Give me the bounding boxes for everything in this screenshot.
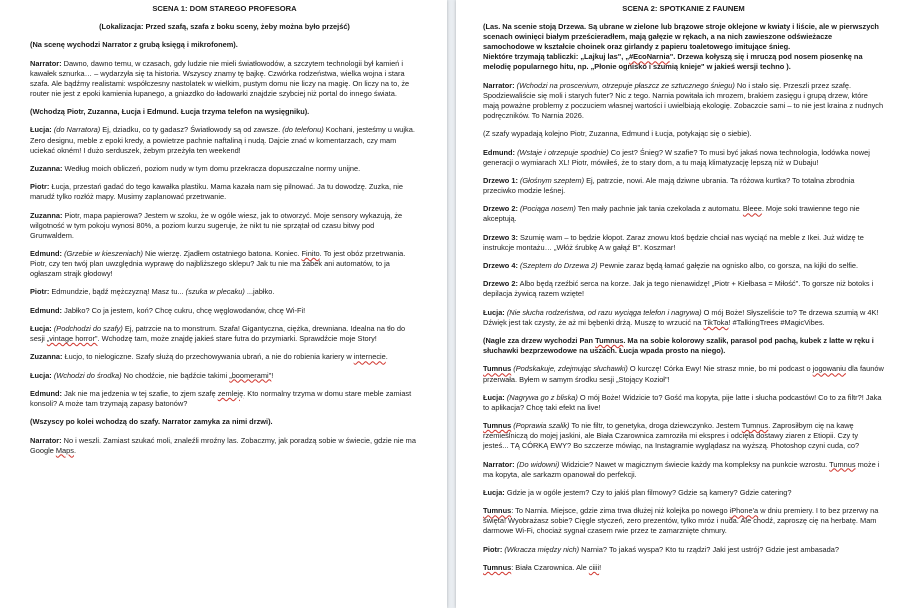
line-text: Narnia? To jakaś wyspa? Kto tu rządzi? Jaki jest ustrój? Gdzie jest ambasada? [579,544,839,554]
dialogue-line [483,233,884,253]
dialogue-line [483,176,884,196]
dialogue-line [483,393,884,413]
stage-direction [483,336,884,356]
speaker-name: Drzewo 4: [483,261,518,270]
spellcheck-word: iPhone'a [729,506,759,516]
line-text: No chodźcie, nie bądźcie takimi [121,370,230,380]
action-note: (Poprawia szalik) [511,421,570,431]
dialogue-line [483,460,884,480]
speaker-name: Zuzanna: [30,163,63,173]
dialogue-line [483,308,884,328]
speaker-name: Edmund: [30,249,63,258]
speaker-name: Zuzanna: [30,352,63,362]
action-note: (Szeptem do Drzewa 2) [517,261,598,270]
line-text: Według moich obliczeń, poziom nudy w tym domu przekracza dopuszczalne normy unijne. [62,163,361,173]
action-note: (Wchodzi do środka) [51,370,122,380]
document-page-1 [0,0,447,608]
line-text: dla faunów przerwała. Byłem w samym środku sesji „Stojący Kozioł"! [483,364,884,384]
speaker-name: Piotr: [30,287,50,297]
spellcheck-word: „boomerami" [229,370,272,380]
line-text: To nie filtr, to genetyka, droga dziewczynko. Jestem [569,421,742,431]
line-text: : To Narnia. Miejsce, gdzie zima trwa dłużej niż kolejka po nowego [511,506,730,516]
line-text: . Kto normalny trzyma w domu stare meble zamiast konsoli? A może tam trzymają zapasy batonów? [30,388,412,409]
location-note: (Lokalizacja: Przed szafą, szafa z boku sceny, żeby można było przejść) [99,22,350,31]
dialogue-line [30,182,419,202]
line-text: Widzicie? Nawet w magicznym świecie każdy ma kompleksy na punkcie wzrostu. [559,459,830,469]
spellcheck-word: Tumnus [741,421,769,431]
line-text: Łucja, przestań gadać do tego kawałka plastiku. Mama kazała nam się pilnować. Ja tu dowodzę. Zuzka, nie marudź tylko rozłóż mapy. Musimy zaplanować przetrwanie. [30,182,404,202]
stage-direction: (Wszyscy po kolei wchodzą do szafy. Narrator zamyka za nimi drzwi). [30,417,273,427]
speaker-name: Edmund: [483,147,516,157]
spellcheck-word: jogowaniu [812,364,846,374]
line-text: może i ma kopyta, ale sarkazm opanował do perfekcji. [483,459,880,479]
scene-title: SCENA 1: DOM STAREGO PROFESORA [152,4,297,13]
action-note: (Podskakuje, zdejmując słuchawki) [511,364,628,374]
dialogue-line [483,148,884,168]
spellcheck-word: Tumnus [595,336,624,346]
line-text: Jabłko? Co ja jestem, koń? Chcę cukru, chcę węglowodanów, chcę Wi-Fi! [62,305,306,315]
action-note: (do telefonu) [282,125,324,135]
speaker-name: Drzewo 2: [483,279,518,289]
speaker-name: Edmund: [30,305,63,315]
speaker-name: Drzewo 2: [483,204,518,214]
line-text: Jak nie ma jedzenia w tej szafie, to zjem szafę [62,388,218,398]
line-text: Ej, dziadku, co ty gadasz? Światłowody są od zawsze. [100,125,283,135]
document-page-2 [456,0,900,608]
scene-title: SCENA 2: SPOTKANIE Z FAUNEM [622,4,745,13]
dialogue-line [30,324,419,344]
line-text: Ej, patrzcie, nowi. Ale mają dziwne ubrania. Ta różowa kurtka? To totalna zbrodnia przeciwko modzie leśnej. [483,175,855,195]
action-note: (Pociąga nosem) [517,204,576,214]
dialogue-line [30,164,419,174]
dialogue-line [30,389,419,409]
line-text: . [385,352,388,362]
line-text: O mój Boże! Widzicie to? Gość ma kopyta, pije latte i słucha podcastów! Co to za filtr?! Jaka to aplikacja? Chcę taki efekt na live! [483,392,882,412]
line-text: Pewnie zaraz będą łamać gałęzie na ognisko albo, co gorsza, na kijki do selfie. [597,261,859,270]
line-text: Albo będą rzeźbić serca na korze. Jak ja tego nienawidzę! „Piotr + Kiełbasa = Miłość". To gorsze niż botoks i depilacja żywicą razem wzięte! [483,279,874,299]
line-text: Nie wierzę. Zjadłem ostatniego batona. Koniec. [142,249,302,258]
action-note: (Wchodzi na proscenium, otrzepuje płaszcz ze sztucznego śniegu) [514,80,735,90]
line-text: . Zaprosiłbym cię na kawę rzemieślniczą do mojej jaskini, ale Biała Czarownica zamroziła mi ekspres i odcięła dostawy ziaren z Etiopii. Czy ty jesteś... TĄ CÓRKĄ EWY? Bo szczerze mówiąc, na Instagramie wyglądasz na wyższą. Photoshop czyni cuda, co? [483,421,860,451]
line-text: ! #TalkingTrees #MagicVibes. [728,317,825,327]
speaker-name: Drzewo 1: [483,175,518,185]
line-text: . To jest obóz przetrwania. Piotr, czy ten twój plan uwzględnia wyprawę do najbliższego sklepu? Jak tu nie ma żabek ani automatów, to ja ogłaszam strajk głodowy! [30,249,406,279]
line-text: Co jest? Śnieg? W szafie? To musi być jakaś nowa technologia, lodówka nowej generacji o wymiarach XL! Piotr, mówiłeś, że to stary dom, a tu mają klimatyzację lepszą niż w Dubaju! [483,147,870,167]
action-note: (Nie słucha rodzeństwa, od razu wyciąga telefon i nagrywa) [504,307,702,317]
stage-text: ". Drzewa kołyszą się i mruczą pod nosem piosenkę na melodię popularnego hitu, np. „Płonie ognisko i szumią knieje" w jakieś wersji techno ). [483,52,863,72]
stage-text: (Nagle zza drzew wychodzi Pan [483,336,596,346]
line-text: Szumię wam – to będzie kłopot. Zaraz znowu ktoś będzie chciał nas wyciąć na meble z Ikei. Już widzę te instrukcje montażu… „Włóż śrubkę A w gałąź B". Koszmar! [483,232,864,252]
dialogue-line [483,563,884,573]
line-text: No i stało się. Przeszli przez szafę. Spodziewaliście się moli i starych futer? Nic z tego. Narnia powitała ich mrozem, brakiem zasięgu i grupą drzew, które mają poważne problemy z poczuciem własnej wartości i uwielbiają ekologię. Zobaczcie sami – to nie jest kraina z nudnych podręczników. To Narnia 2026. [483,80,884,120]
speaker-name: Łucja: [30,125,52,135]
dialogue-line [30,371,419,381]
speaker-name: Tumnus [483,563,512,573]
dialogue-line [483,506,884,536]
stage-text: . Ma na sobie kolorowy szalik, parasol pod pachą, kubek z latte w ręku i słuchawki bezprzewodowe na uszach. Łucja wpada prosto na niego). [483,336,874,356]
spellcheck-word: Finito [301,249,320,258]
stage-direction [483,22,884,72]
line-text: : Biała Czarownica. Ale [511,563,589,573]
line-text: Edmundzie, bądź mężczyzną! Masz tu... [49,287,186,297]
speaker-name: Łucja: [483,392,505,402]
spellcheck-word: Tumnus [829,459,856,469]
line-text: Piotr, mapa papierowa? Jestem w szoku, że w ogóle wiesz, jak to otworzyć. Moje sensory wykazują, że wilgotność w tym pokoju wynosi 80%, a poziom kurzu sugeruje, że nikt tu nie sprzątał od czasu bitwy pod Grunwaldem. [30,210,403,240]
speaker-name: Narrator: [30,435,62,445]
stage-text: Niektóre trzymają tabliczki: „Lajkuj las", „ [483,52,630,62]
line-text: . Moje soki trawienne tego nie akceptują. [483,204,860,224]
line-text: O mój Boże! Słyszeliście to? Te drzewa szumią w 4K! Dźwięk jest tak czysty, że aż mi bębenki drżą. Muszę to wrzucić na [483,307,879,327]
action-note: (Podchodzi do szafy) [51,324,123,334]
line-text: Kochani, jesteśmy u wujka. Zero designu, meble z epoki kredy, a powietrze pachnie naftaliną i nudą. Dajcie znać w komentarzach, czy mam uciekać okném! I dużo serduszek, żebym przeżyła ten weekend! [30,125,415,155]
speaker-name: Łucja: [30,370,52,380]
action-note: (Grzebie w kieszeniach) [62,249,143,258]
speaker-name: Narrator: [483,459,515,469]
action-note: (Wstaje i otrzepuje spodnie) [515,147,609,157]
line-text: No i weszli. Zamiast szukać moli, znaleźli mroźny las. Zobaczmy, jak poradzą sobie w świecie, gdzie nie ma Google [30,435,416,455]
dialogue-line [483,81,884,121]
line-text: w dniu premiery. I to bez przerwy na święta! Wyobrażasz sobie? Cięgle styczeń, zero prezentów, tylko mróz i nuda. Ale chodź, zaproszę cię na herbatę. Mam darmowe Wi-Fi, chociaż sygnał czasem rwie przez te zamarznięte chmury. [483,506,879,536]
speaker-name: Tumnus [483,364,512,374]
dialogue-line [30,436,419,456]
line-text: O kurczę! Córka Ewy! Nie strasz mnie, bo mi podcast o [627,364,813,374]
line-text: ! [599,563,602,573]
line-text: Gdzie ja w ogóle jestem? Czy to jakiś plan filmowy? Gdzie są kamery? Gdzie catering? [504,488,792,497]
stage-direction: (Wchodzą Piotr, Zuzanna, Łucja i Edmund. Łucja trzyma telefon na wysięgniku). [30,107,310,117]
speaker-name: Zuzanna: [30,210,63,220]
dialogue-line [483,488,884,498]
dialogue-line [30,211,419,241]
dialogue-line [483,364,884,384]
action-note: (do Narratora) [51,125,101,135]
spellcheck-word: Bleee [742,204,762,214]
dialogue-line [30,306,419,316]
action-note: (Do widowni) [514,459,560,469]
dialogue-line [30,287,419,297]
line-text: . Wchodzę tam, może znajdę jakieś stare futra do przymiarki. Sprawdźcie moje Story! [97,334,377,344]
speaker-name: Tumnus [483,421,512,431]
dialogue-line [483,545,884,555]
speaker-name: Łucja: [30,324,52,334]
action-note: (szuka w plecaku) [185,287,245,297]
spellcheck-word: Maps [55,445,74,455]
line-text: ! [271,370,274,380]
spellcheck-word: zemleję [217,388,244,398]
dialogue-line [483,279,884,299]
line-text: Ej, patrzcie na to monstrum. Szafa! Gigantyczna, ciężka, drewniana. Idealna na tło do sesji [30,324,406,344]
line-text: . [73,445,77,455]
spellcheck-word: TikToka [703,317,729,327]
speaker-name: Narrator: [30,58,62,68]
line-text: Łucjo, to nielogiczne. Szafy służą do przechowywania ubrań, a nie do robienia kariery w [62,352,354,362]
dialogue-line [483,261,884,271]
speaker-name: Piotr: [483,544,503,554]
speaker-name: Łucja: [483,307,505,317]
action-note: (Głośnym szeptem) [517,175,585,185]
spellcheck-word: internecie [353,352,386,362]
stage-direction: (Na scenę wychodzi Narrator z grubą księgą i mikrofonem). [30,40,238,50]
stage-direction-plain: (Z szafy wypadają kolejno Piotr, Zuzanna, Edmund i Łucja, potykając się o siebie). [483,129,752,139]
line-text: ...jabłko. [244,287,275,297]
dialogue-line [483,421,884,451]
speaker-name: Edmund: [30,388,63,398]
line-text: Dawno, dawno temu, w czasach, gdy ludzie nie mieli światłowodów, a szczytem technologii był kamień i kawałek sznurka… – wydarzyła się ta historia. Wszyscy znamy tę bajkę. Czwórka rodzeństwa, wielka wojna i stara szafa. Ale bądźmy realistami: współczesny nastolatek w wielkim, pustym domu nie liczy na magię. On liczy na to, że router nie jest z epoki kamienia łupanego, a gniazdko do ładowarki znajdzie szybciej niż portal do innego świata. [30,58,410,98]
line-text: Ten mały pachnie jak tania czekolada z automatu. [575,204,743,214]
speaker-name: Łucja: [483,488,505,497]
spellcheck-word: „vintage horror" [46,334,98,344]
stage-text: (Las. Na scenie stoją Drzewa. Są ubrane w zielone lub brązowe stroje oklejone w kwiaty i liście, ale w pierwszych scenach owinięci białym prześcieradłem, mają gałęzie w rękach, a na nich zawieszone odświeżacze samochodowe w kształcie choinek oraz girlandy z papieru toaletowego imitujące śnieg. [483,22,879,52]
spellcheck-word: ciiii [588,563,600,573]
dialogue-line [30,59,419,99]
speaker-name: Narrator: [483,80,515,90]
action-note: (Nagrywa go z bliska) [504,392,578,402]
dialogue-line [30,125,419,155]
speaker-name: Tumnus [483,506,512,516]
spellcheck-word: #EcoNarnia [629,52,670,62]
speaker-name: Piotr: [30,182,50,192]
speaker-name: Drzewo 3: [483,232,518,242]
dialogue-line [30,249,419,279]
action-note: (Wkracza między nich) [502,544,580,554]
dialogue-line [30,352,419,362]
dialogue-line [483,204,884,224]
